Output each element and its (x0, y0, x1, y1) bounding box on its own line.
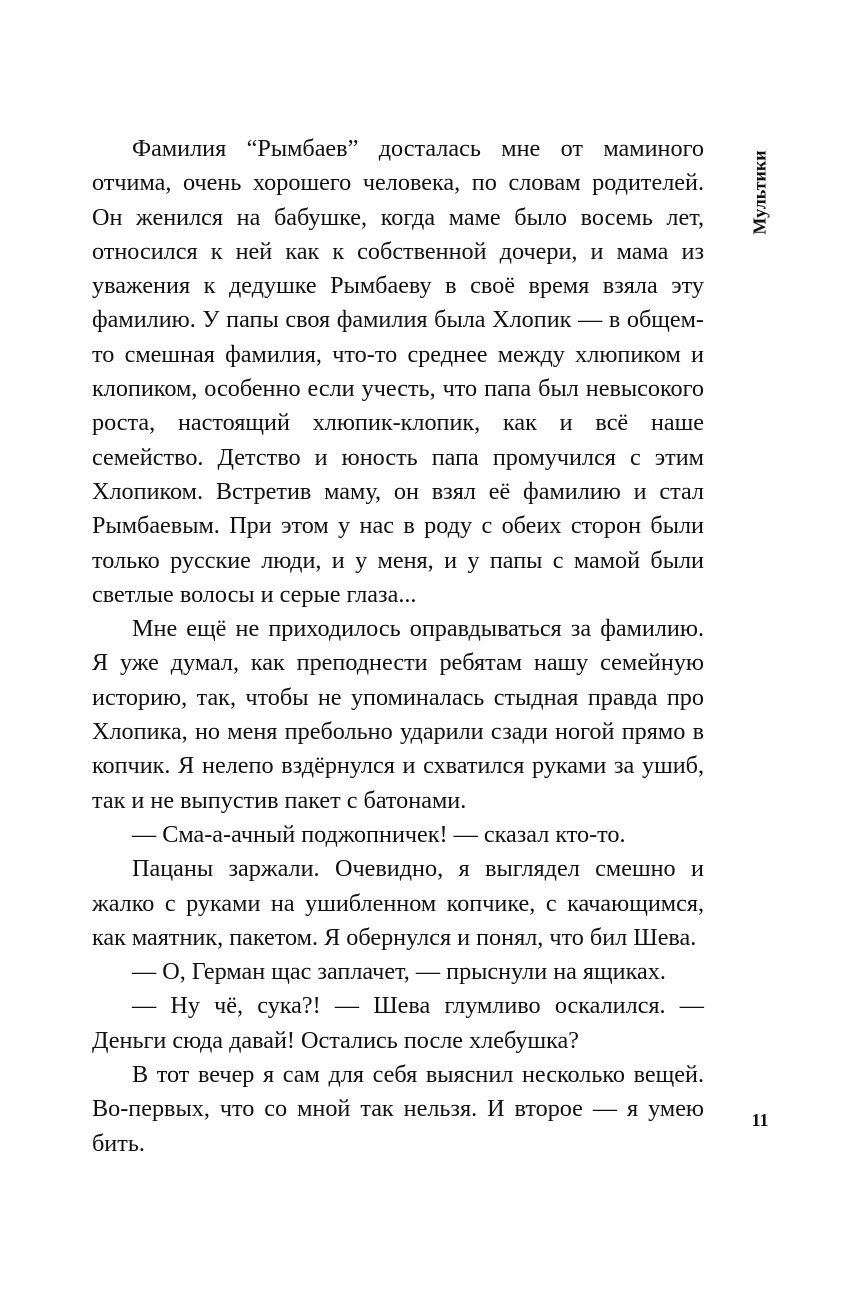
paragraph-2: Мне ещё не приходилось оправдываться за фамилию. Я уже думал, как преподнести ребятам нашу семейную историю, так, чтобы не упоминалась стыдная правда про Хлопика, но меня пребольно ударили сзади ногой прямо в копчик. Я нелепо вздёрнулся и схватился руками за ушиб, так и не выпустив пакет с батонами. (92, 615, 704, 814)
paragraph-4: Пацаны заржали. Очевидно, я выглядел смешно и жалко с руками на ушибленном копчике, с качающимся, как маятник, пакетом. Я обернулся и понял, что бил Шева. (92, 855, 704, 951)
body-text (92, 132, 704, 1161)
paragraph-1: Фамилия “Рымбаев” досталась мне от маминого отчима, очень хорошего человека, по словам родителей. Он женился на бабушке, когда маме было восемь лет, относился к ней как к собственной дочери, и мама из уважения к дедушке Рымбаеву в своё время взяла эту фамилию. У папы своя фамилия была Хлопик — в общем-то смешная фамилия, что-то среднее между хлюпиком и клопиком, особенно если учесть, что папа был невысокого роста, настоящий хлюпик-клопик, как и всё наше семейство. Детство и юность папа промучился с этим Хлопиком. Встретив маму, он взял её фамилию и стал Рымбаевым. При этом у нас в роду с обеих сторон были только русские люди, и у меня, и у папы с мамой были светлые волосы и серые глаза... (92, 135, 704, 608)
running-head-label: Мультики (749, 149, 770, 235)
running-head (740, 142, 780, 242)
paragraph-6: — Ну чё, сука?! — Шева глумливо оскалился. — Деньги сюда давай! Остались после хлебушка? (92, 992, 704, 1054)
paragraph-3: — Сма-а-ачный поджопничек! — сказал кто-то. (132, 820, 626, 848)
page-number: 11 (751, 1110, 769, 1130)
paragraph-7: В тот вечер я сам для себя выяснил несколько вещей. Во-первых, что со мной так нельзя. И второе — я умею бить. (92, 1061, 704, 1157)
paragraph-5: — О, Герман щас заплачет, — прыснули на ящиках. (132, 958, 666, 986)
